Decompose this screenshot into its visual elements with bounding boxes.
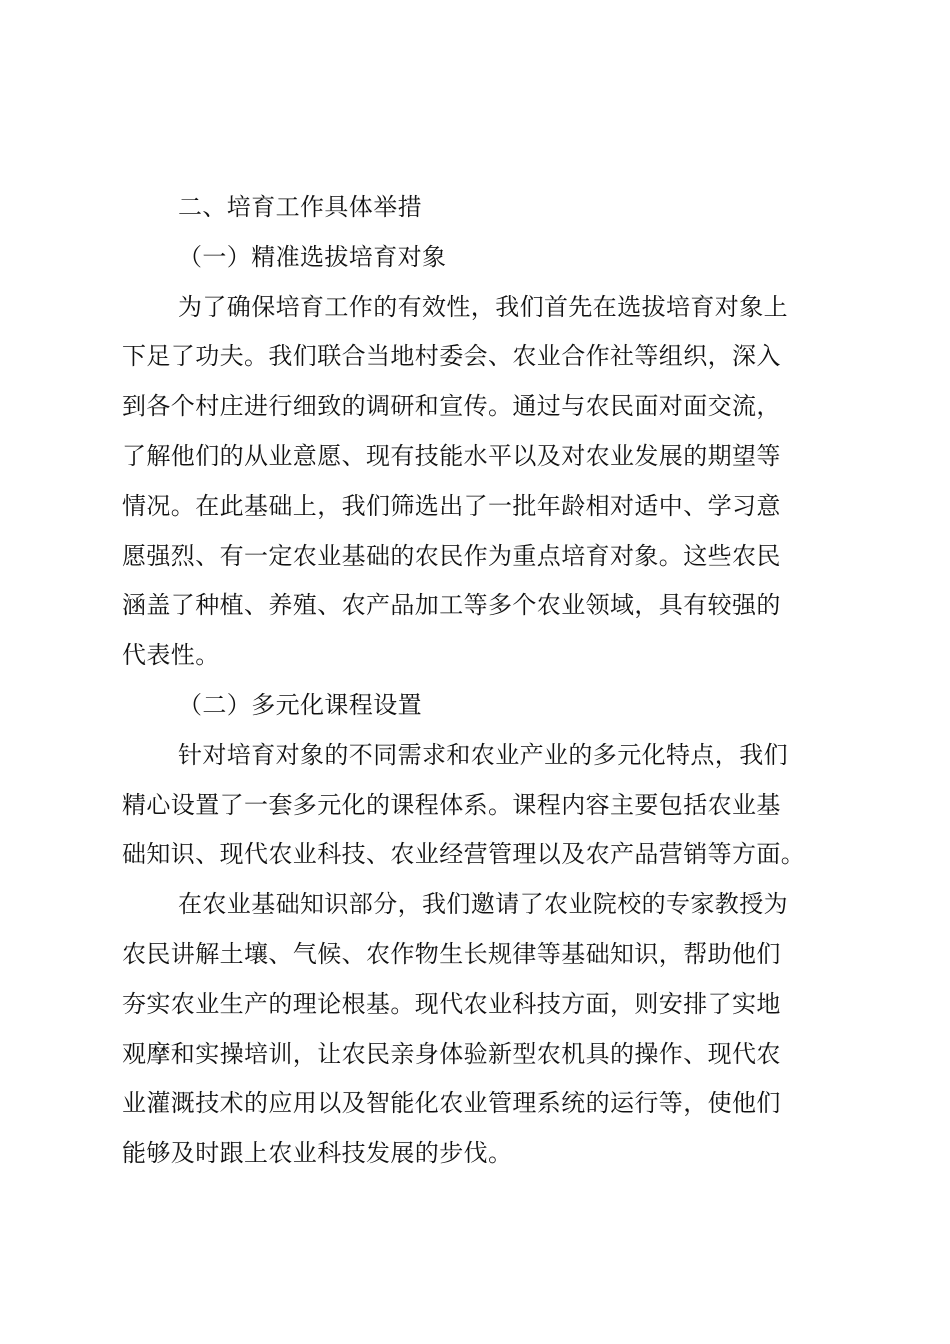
text-line: 下足了功夫。我们联合当地村委会、农业合作社等组织，深入	[122, 342, 781, 371]
paragraph-curriculum	[122, 731, 834, 880]
text-line: 到各个村庄进行细致的调研和宣传。通过与农民面对面交流，	[122, 392, 781, 421]
text-line: 观摩和实操培训，让农民亲身体验新型农机具的操作、现代农	[122, 1039, 781, 1068]
text-line: 在农业基础知识部分，我们邀请了农业院校的专家教授为	[178, 890, 788, 919]
text-line: 业灌溉技术的应用以及智能化农业管理系统的运行等，使他们	[122, 1089, 781, 1118]
text-line: 了解他们的从业意愿、现有技能水平以及对农业发展的期望等	[122, 441, 781, 470]
text-line: 为了确保培育工作的有效性，我们首先在选拔培育对象上	[178, 292, 788, 321]
document-body	[122, 183, 834, 1179]
text-line: 能够及时跟上农业科技发展的步伐。	[122, 1139, 513, 1168]
paragraph-basic-knowledge	[122, 880, 834, 1179]
text-line: 针对培育对象的不同需求和农业产业的多元化特点，我们	[178, 740, 788, 769]
subsection-heading-2: （二）多元化课程设置	[178, 690, 422, 719]
text-line: 础知识、现代农业科技、农业经营管理以及农产品营销等方面。	[122, 840, 806, 869]
text-line: 情况。在此基础上，我们筛选出了一批年龄相对适中、学习意	[122, 491, 781, 520]
section-heading: 二、培育工作具体举措	[178, 193, 422, 221]
text-line: 愿强烈、有一定农业基础的农民作为重点培育对象。这些农民	[122, 541, 781, 570]
paragraph-selection	[122, 283, 834, 681]
text-line: 精心设置了一套多元化的课程体系。课程内容主要包括农业基	[122, 790, 781, 819]
text-line: 代表性。	[122, 641, 220, 670]
text-line: 涵盖了种植、养殖、农产品加工等多个农业领域，具有较强的	[122, 591, 781, 620]
text-line: 农民讲解土壤、气候、农作物生长规律等基础知识，帮助他们	[122, 939, 781, 968]
subsection-heading-1: （一）精准选拔培育对象	[178, 242, 447, 271]
text-line: 夯实农业生产的理论根基。现代农业科技方面，则安排了实地	[122, 989, 781, 1018]
